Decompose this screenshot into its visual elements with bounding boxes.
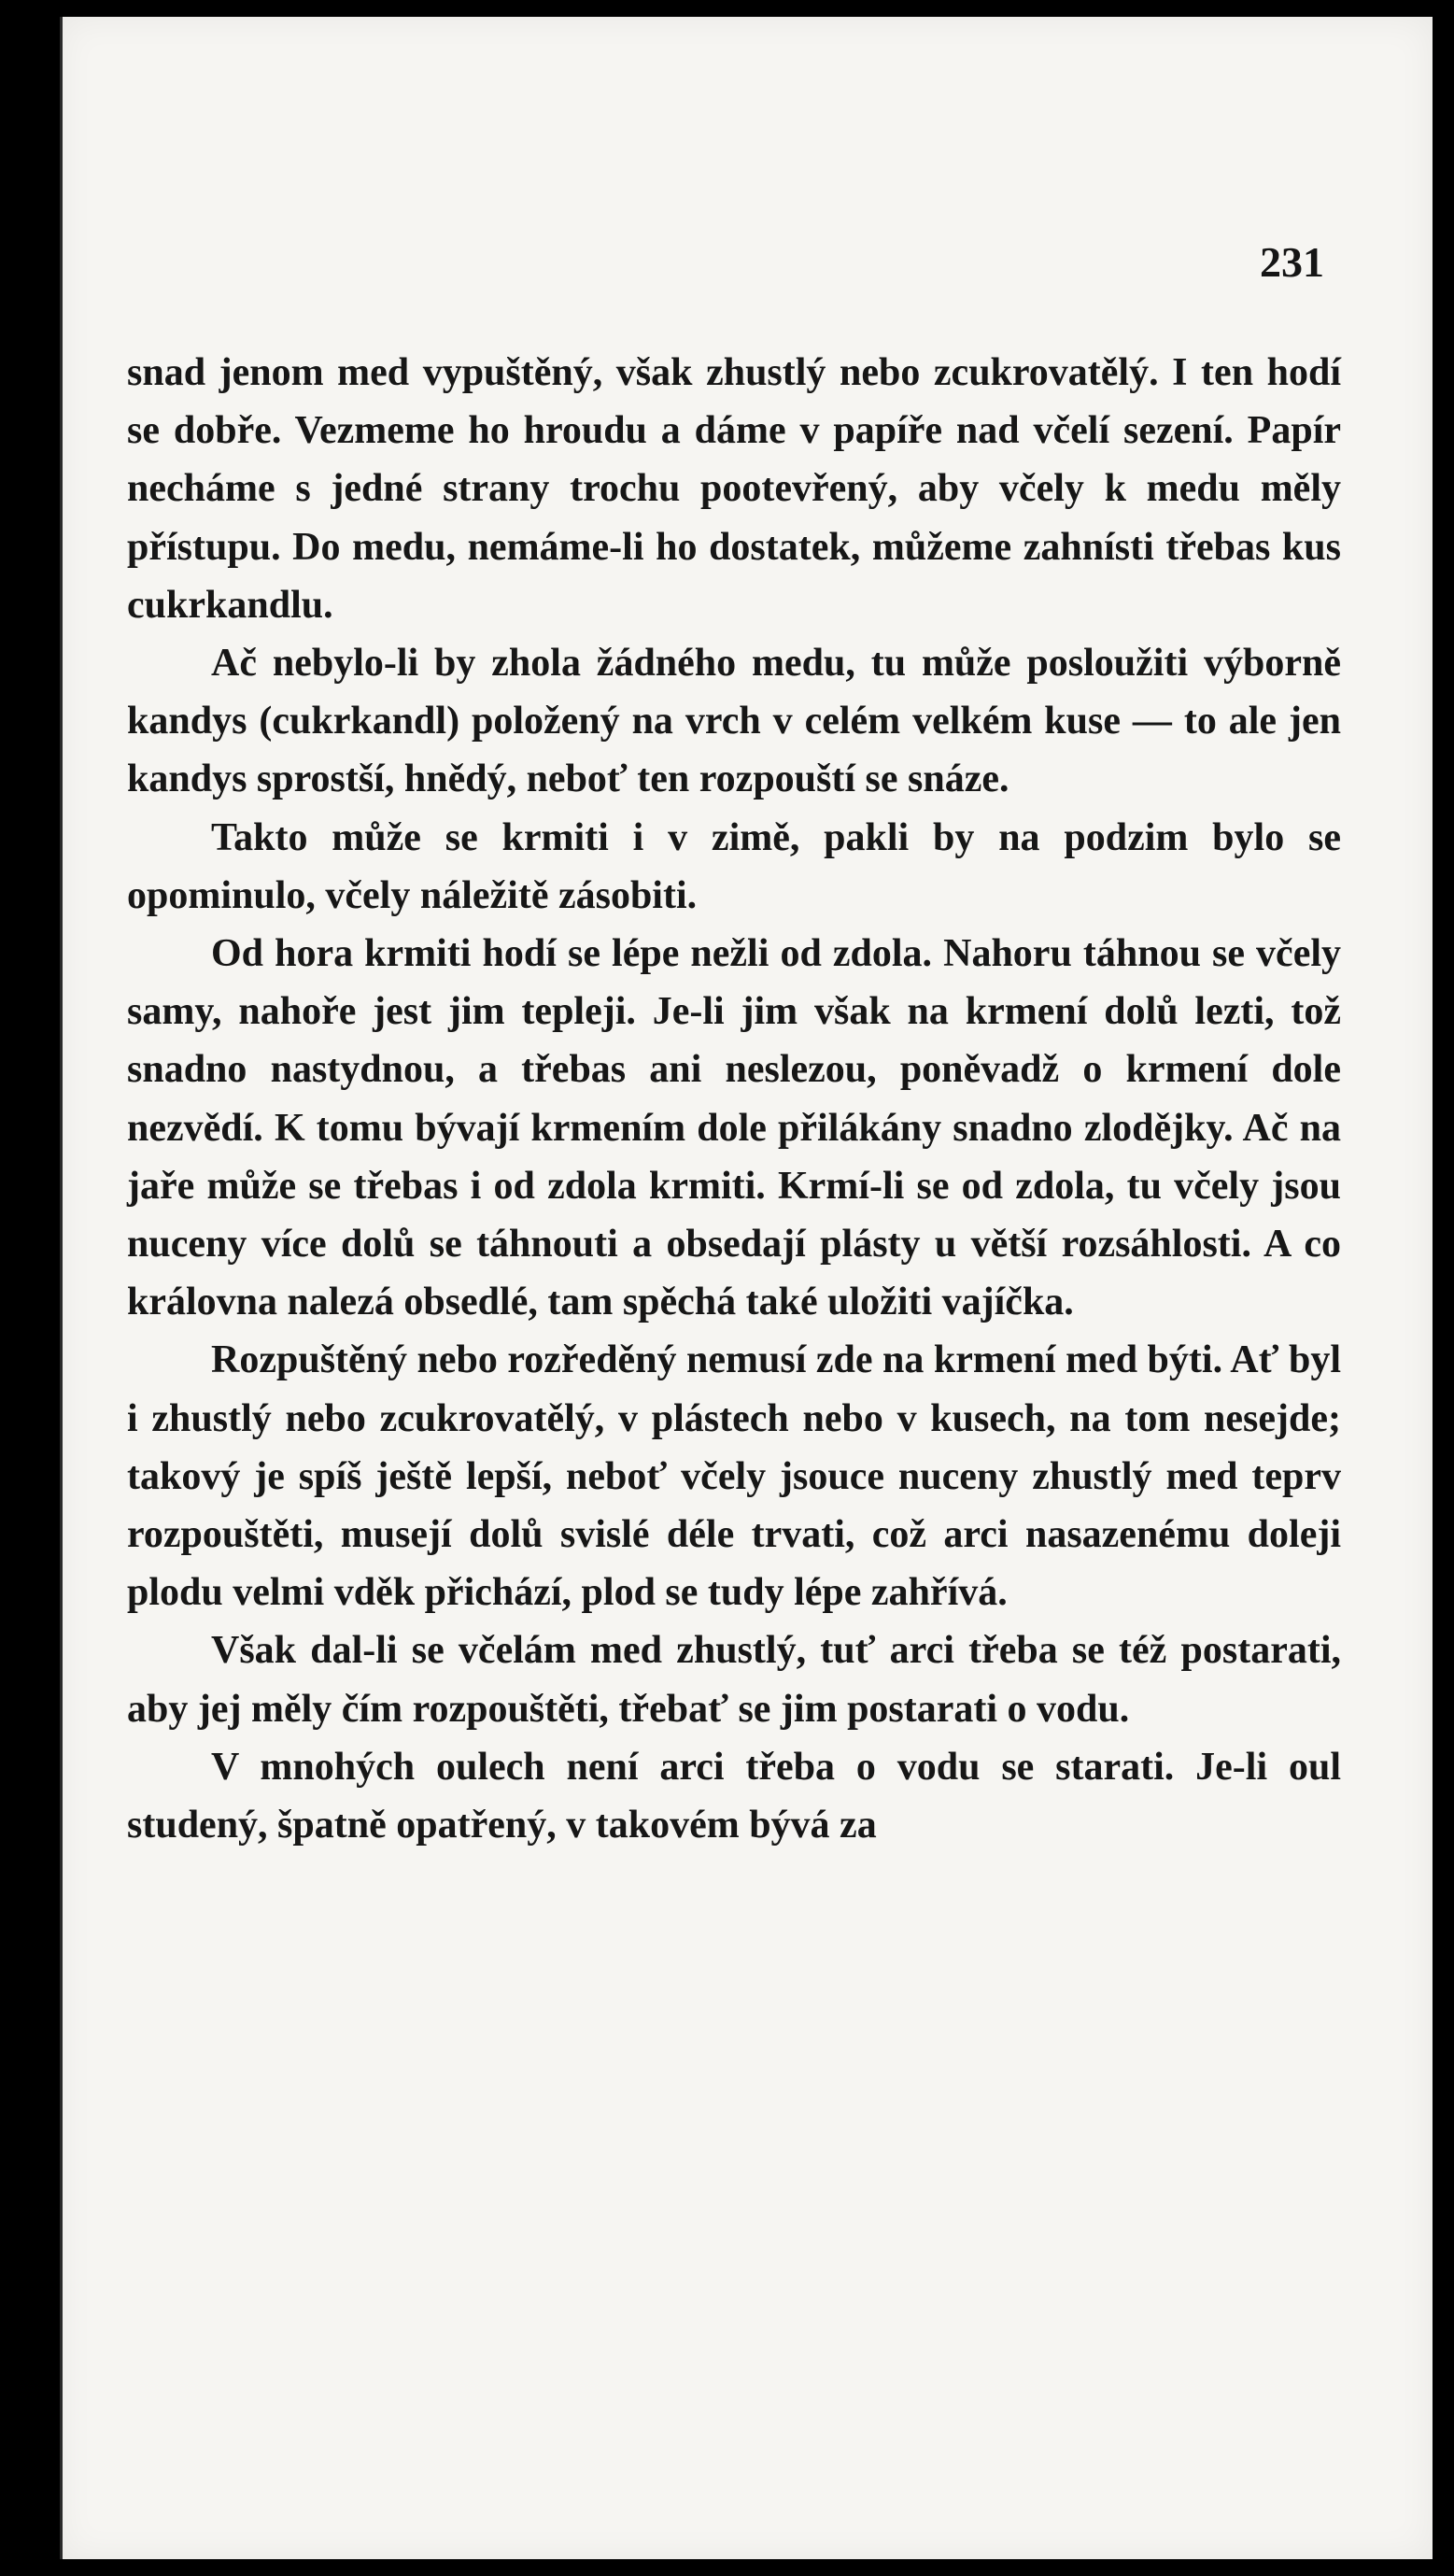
page-edge-shadow xyxy=(60,17,63,2559)
book-page xyxy=(60,17,1433,2559)
paragraph-3: Takto může se krmiti i v zimě, pakli by na podzim bylo se opominulo, včely náležitě zásobiti. xyxy=(127,815,1341,917)
paragraph-6: Však dal-li se včelám med zhustlý, tuť arci třeba se též postarati, aby jej měly čím rozpouštěti, třebať se jim postarati o vodu. xyxy=(127,1629,1341,1731)
paragraph-7: V mnohých oulech není arci třeba o vodu se starati. Je-li oul studený, špatně opatřený, v takovém bývá za xyxy=(127,1745,1341,1847)
page-number: 231 xyxy=(1260,238,1324,286)
paragraph-2: Ač nebylo-li by zhola žádného medu, tu může posloužiti výborně kandys (cukrkandl) položený na vrch v celém velkém kuse — to ale jen kandys sprostší, hnědý, neboť ten rozpouští se snáze. xyxy=(127,642,1341,801)
paragraph-5: Rozpuštěný nebo rozředěný nemusí zde na krmení med býti. Ať byl i zhustlý nebo zcukrovatělý, v plástech nebo v kusech, na tom nesejde; takový je spíš ještě lepší, neboť včely jsouce nuceny zhustlý med teprv rozpouštěti, musejí dolů svislé déle trvati, což arci nasazenému doleji plodu velmi vděk přichází, plod se tudy lépe zahřívá. xyxy=(127,1338,1341,1615)
body-text xyxy=(127,344,1341,1854)
paragraph-4: Od hora krmiti hodí se lépe nežli od zdola. Nahoru táhnou se včely samy, nahoře jest jim tepleji. Je-li jim však na krmení dolů lezti, tož snadno nastydnou, a třebas ani neslezou, poněvadž o krmení dole nezvědí. K tomu bývají krmením dole přilákány snadno zlodějky. Ač na jaře může se třebas i od zdola krmiti. Krmí-li se od zdola, tu včely jsou nuceny více dolů se táhnouti a obsedají plásty u větší rozsáhlosti. A co královna nalezá obsedlé, tam spěchá také uložiti vajíčka. xyxy=(127,932,1341,1324)
paragraph-1: snad jenom med vypuštěný, však zhustlý nebo zcukrovatělý. I ten hodí se dobře. Vezmeme ho hroudu a dáme v papíře nad včelí sezení. Papír necháme s jedné strany trochu pootevřený, aby včely k medu měly přístupu. Do medu, nemáme-li ho dostatek, můžeme zahnísti třebas kus cukrkandlu. xyxy=(127,351,1341,627)
